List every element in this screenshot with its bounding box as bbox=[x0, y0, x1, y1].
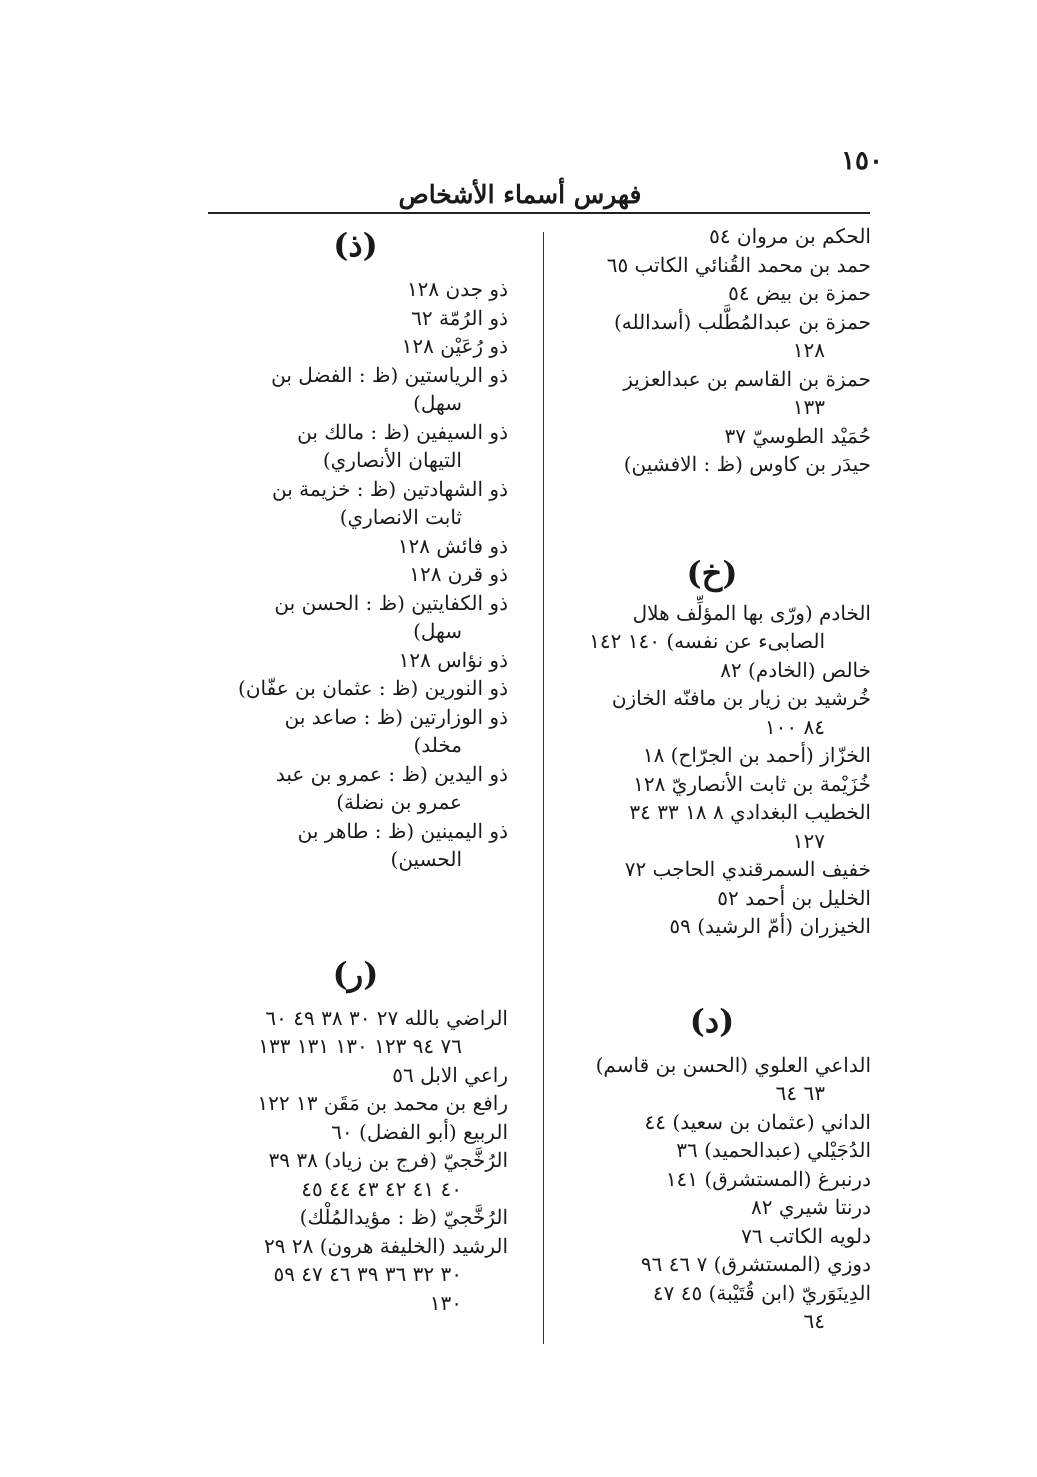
entry-text: ذو النورين (ظ : عثمان بن عفّان) bbox=[238, 676, 508, 700]
index-entry bbox=[553, 450, 871, 479]
index-entry bbox=[553, 770, 871, 799]
index-entry bbox=[553, 222, 871, 251]
index-entry bbox=[553, 365, 871, 422]
index-entry bbox=[203, 1061, 508, 1090]
index-entry bbox=[553, 684, 871, 741]
index-entry bbox=[203, 1118, 508, 1147]
entry-text: الرُخَّجيّ (فرج بن زياد) ٣٨ ٣٩ bbox=[268, 1148, 508, 1172]
index-entry bbox=[203, 1232, 508, 1318]
entry-text: الرشيد (الخليفة هرون) ٢٨ ٢٩ bbox=[264, 1233, 508, 1258]
entry-text: الخليل بن أحمد ٥٢ bbox=[717, 885, 871, 910]
index-entry bbox=[553, 741, 871, 770]
index-entry bbox=[203, 674, 508, 703]
index-entry bbox=[553, 1136, 871, 1165]
index-entry bbox=[203, 532, 508, 561]
index-entry bbox=[553, 279, 871, 308]
index-entry bbox=[203, 703, 508, 760]
section-letter-kha: (خ) bbox=[686, 553, 738, 592]
entry-continuation: عمرو بن نضلة) bbox=[336, 790, 462, 814]
entry-continuation: ٦٤ bbox=[803, 1309, 825, 1333]
entry-text: ذو الوزارتين (ظ : صاعد بن bbox=[284, 704, 508, 729]
page-number: ١٥٠ bbox=[841, 146, 883, 176]
index-entry bbox=[203, 304, 508, 333]
entry-text: الخيزران (أمّ الرشيد) ٥٩ bbox=[669, 914, 871, 938]
entry-continuation: ١٣٠ bbox=[429, 1290, 462, 1315]
entry-text: الحكم بن مروان ٥٤ bbox=[709, 224, 871, 248]
entry-continuation: الحسين) bbox=[390, 847, 462, 871]
index-entry bbox=[203, 1004, 508, 1061]
index-entry bbox=[203, 361, 508, 418]
index-entry bbox=[553, 1279, 871, 1336]
right-column bbox=[553, 222, 871, 1336]
index-entry bbox=[203, 418, 508, 475]
index-entry bbox=[553, 308, 871, 365]
entry-text: ذو رُعَيْن ١٢٨ bbox=[401, 334, 508, 358]
index-entry bbox=[553, 1108, 871, 1137]
index-entry bbox=[203, 560, 508, 589]
index-entry bbox=[203, 475, 508, 532]
left-column bbox=[203, 225, 508, 1317]
index-entry bbox=[203, 1089, 508, 1118]
group-ra bbox=[203, 1004, 508, 1318]
index-entry bbox=[553, 251, 871, 280]
group-ha bbox=[553, 222, 871, 479]
entry-continuation: ٦٣ ٦٤ bbox=[775, 1081, 825, 1105]
index-entry bbox=[553, 912, 871, 941]
index-entry bbox=[553, 422, 871, 451]
entry-text: ذو السيفين (ظ : مالك بن bbox=[297, 419, 508, 444]
entry-text: الخطيب البغدادي ٨ ١٨ ٣٣ ٣٤ bbox=[629, 800, 871, 824]
entry-continuation: التيهان الأنصاري) bbox=[322, 448, 462, 472]
entry-text: درنتا شيري ٨٢ bbox=[751, 1195, 871, 1219]
index-entry bbox=[553, 1250, 871, 1279]
index-entry bbox=[203, 332, 508, 361]
header-rule bbox=[208, 212, 870, 214]
index-entry bbox=[553, 1051, 871, 1108]
entry-text: الرُخَّجيّ (ظ : مؤيدالمُلْك) bbox=[299, 1205, 508, 1229]
entry-text: حمزة بن بيض ٥٤ bbox=[728, 281, 871, 305]
entry-continuation: ١٢٨ bbox=[792, 338, 825, 362]
entry-continuation: ٣٠ ٣٢ ٣٦ ٣٩ ٤٦ ٤٧ ٥٩ bbox=[273, 1262, 462, 1286]
entry-text: حيدَر بن كاوس (ظ : الافشين) bbox=[623, 452, 871, 476]
entry-text: رافع بن محمد بن مَقَن ١٣ ١٢٢ bbox=[257, 1091, 508, 1115]
index-entry bbox=[203, 1203, 508, 1232]
entry-text: حمزة بن القاسم بن عبدالعزيز bbox=[623, 366, 871, 391]
index-entry bbox=[553, 1193, 871, 1222]
index-entry bbox=[203, 275, 508, 304]
entry-text: راعي الابل ٥٦ bbox=[392, 1062, 508, 1087]
entry-text: ذو جدن ١٢٨ bbox=[406, 277, 508, 301]
index-entry bbox=[203, 1146, 508, 1203]
entry-text: ذو قرن ١٢٨ bbox=[409, 562, 508, 586]
index-entry bbox=[203, 589, 508, 646]
entry-continuation: الصابىء عن نفسه) ١٤٠ ١٤٢ bbox=[589, 629, 825, 653]
section-letter-dal: (د) bbox=[689, 1001, 735, 1040]
entry-text: الخزّاز (أحمد بن الجرّاح) ١٨ bbox=[642, 743, 871, 767]
entry-text: ذو الشهادتين (ظ : خزيمة بن bbox=[272, 476, 508, 501]
entry-text: حمزة بن عبدالمُطَّلب (أسدالله) bbox=[613, 309, 871, 334]
entry-text: ذو نؤاس ١٢٨ bbox=[398, 647, 508, 672]
index-entry bbox=[553, 599, 871, 656]
entry-text: الدُجَيْلي (عبدالحميد) ٣٦ bbox=[676, 1138, 871, 1162]
entry-continuation: سهل) bbox=[413, 619, 462, 643]
index-entry bbox=[553, 656, 871, 685]
entry-text: الراضي بالله ٢٧ ٣٠ ٣٨ ٤٩ ٦٠ bbox=[265, 1005, 508, 1030]
entry-text: دوزي (المستشرق) ٧ ٤٦ ٩٦ bbox=[640, 1252, 871, 1276]
entry-continuation: ٤٠ ٤١ ٤٢ ٤٣ ٤٤ ٤٥ bbox=[301, 1176, 462, 1201]
entry-text: خُرشيد بن زيار بن مافنّه الخازن bbox=[611, 686, 871, 710]
entry-text: ذو فائش ١٢٨ bbox=[397, 533, 508, 558]
entry-text: حمد بن محمد القُنائي الكاتب ٦٥ bbox=[606, 252, 871, 277]
entry-text: خالص (الخادم) ٨٢ bbox=[720, 657, 871, 682]
entry-text: ذو اليمينين (ظ : طاهر بن bbox=[297, 818, 508, 843]
group-kha bbox=[553, 599, 871, 941]
entry-continuation: ١٢٧ bbox=[792, 828, 825, 853]
entry-text: خفيف السمرقندي الحاجب ٧٢ bbox=[624, 857, 871, 881]
entry-continuation: ثابت الانصاري) bbox=[339, 505, 462, 529]
page-title: فهرس أسماء الأشخاص bbox=[398, 180, 642, 209]
entry-text: ذو الرُمّة ٦٢ bbox=[411, 305, 508, 330]
index-entry bbox=[203, 646, 508, 675]
group-dhal bbox=[203, 275, 508, 874]
entry-text: حُمَيْد الطوسيّ ٣٧ bbox=[724, 423, 871, 448]
entry-text: دلويه الكاتب ٧٦ bbox=[741, 1223, 871, 1248]
entry-continuation: ٧٦ ٩٤ ١٢٣ ١٣٠ ١٣١ ١٣٣ bbox=[258, 1034, 462, 1058]
entry-text: ذو الكفايتين (ظ : الحسن بن bbox=[274, 590, 508, 615]
section-letter-dhal: (ذ) bbox=[333, 226, 378, 264]
index-entry bbox=[553, 855, 871, 884]
entry-text: الدِينَوَريّ (ابن قُتَيْبة) ٤٥ ٤٧ bbox=[652, 1280, 871, 1305]
entry-text: الداعي العلوي (الحسن بن قاسم) bbox=[595, 1052, 871, 1077]
index-entry bbox=[553, 1165, 871, 1194]
index-entry bbox=[553, 884, 871, 913]
entry-continuation: ١٣٣ bbox=[792, 395, 825, 419]
index-entry bbox=[203, 817, 508, 874]
index-entry bbox=[553, 798, 871, 855]
entry-text: خُزَيْمة بن ثابت الأنصاريّ ١٢٨ bbox=[633, 771, 871, 796]
column-divider bbox=[543, 232, 544, 1344]
entry-text: الربيع (أبو الفضل) ٦٠ bbox=[331, 1119, 508, 1144]
entry-text: ذو اليدين (ظ : عمرو بن عبد bbox=[275, 761, 508, 786]
entry-continuation: سهل) bbox=[413, 391, 462, 415]
group-dal bbox=[553, 1051, 871, 1336]
entry-continuation: ٨٤ ١٠٠ bbox=[764, 714, 825, 739]
entry-text: ذو الرياستين (ظ : الفضل بن bbox=[271, 362, 508, 387]
section-letter-ra: (ر) bbox=[332, 954, 379, 993]
index-entry bbox=[203, 760, 508, 817]
entry-text: الداني (عثمان بن سعيد) ٤٤ bbox=[644, 1109, 871, 1134]
entry-text: الخادم (ورّى بها المؤلِّف هلال bbox=[632, 600, 871, 625]
index-entry bbox=[553, 1222, 871, 1251]
entry-text: درنبرغ (المستشرق) ١٤١ bbox=[665, 1166, 871, 1191]
entry-continuation: مخلد) bbox=[413, 733, 462, 757]
